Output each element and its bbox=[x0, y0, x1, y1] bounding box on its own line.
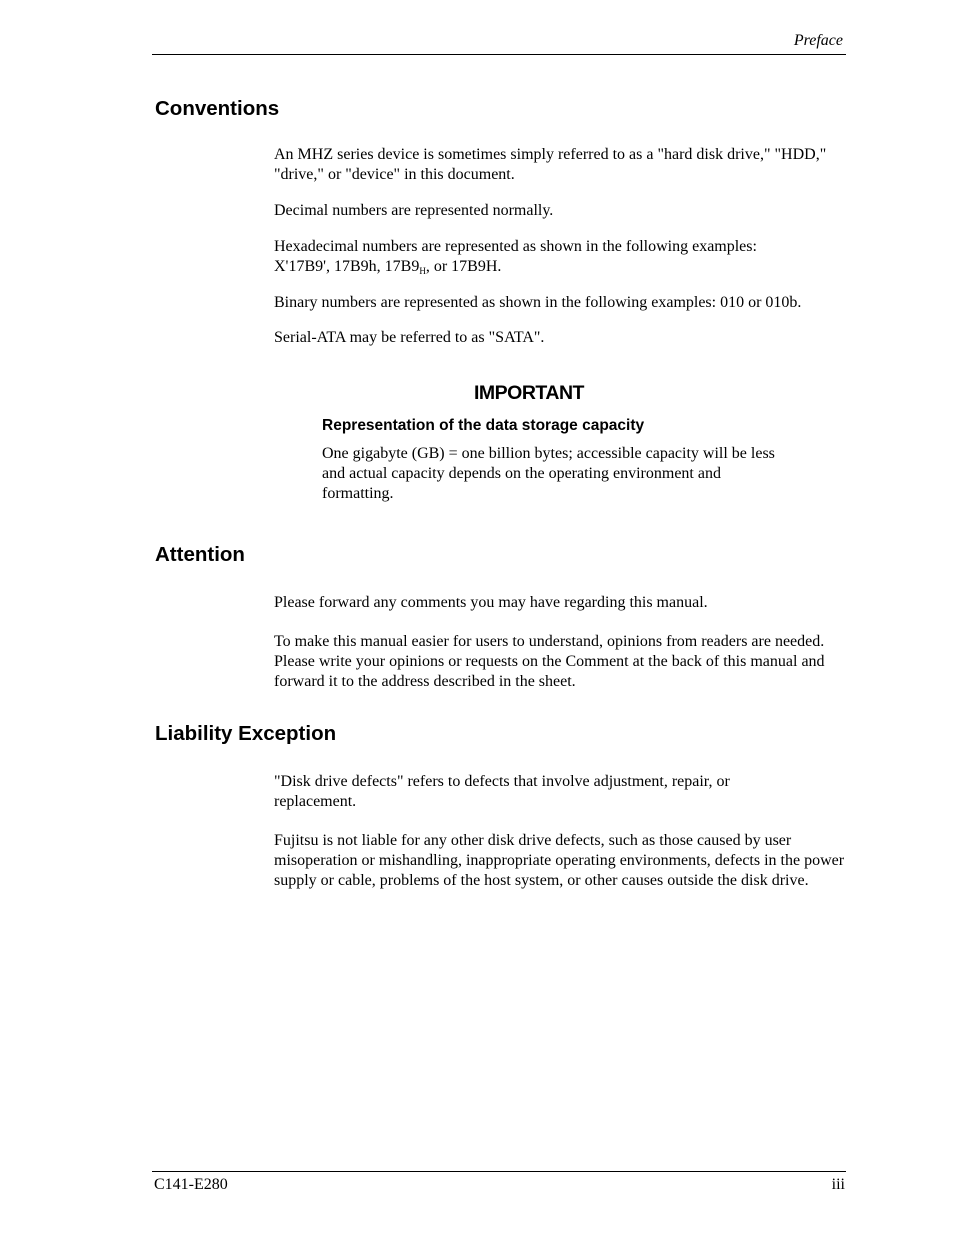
conventions-paragraph-1: An MHZ series device is sometimes simply referred to as a "hard disk drive," "HDD," "drive," or "device" in this document. bbox=[274, 146, 827, 183]
important-subtitle: Representation of the data storage capacity bbox=[322, 417, 645, 434]
document-id: C141-E280 bbox=[154, 1176, 228, 1193]
attention-heading: Attention bbox=[155, 543, 245, 566]
conventions-heading: Conventions bbox=[155, 97, 280, 120]
important-body: One gigabyte (GB) = one billion bytes; accessible capacity will be less and actual capacity depends on the operating environment and formatting. bbox=[322, 445, 775, 502]
liability-paragraph-2: Fujitsu is not liable for any other disk drive defects, such as those caused by user misoperation or mishandling, inappropriate operating environments, defects in the power supply or cable, problems of the host system, or other causes outside the disk drive. bbox=[274, 832, 845, 889]
footer-rule bbox=[152, 1171, 846, 1172]
conventions-paragraph-3 bbox=[274, 237, 804, 277]
liability-paragraph-1: "Disk drive defects" refers to defects that involve adjustment, repair, or replacement. bbox=[274, 773, 730, 810]
attention-paragraph-1: Please forward any comments you may have regarding this manual. bbox=[274, 594, 708, 611]
attention-paragraph-2: To make this manual easier for users to understand, opinions from readers are needed. Please write your opinions or requests on the Comment at the back of this manual and forward it to the address described in the sheet. bbox=[274, 633, 825, 690]
conventions-paragraph-2: Decimal numbers are represented normally. bbox=[274, 202, 554, 219]
running-header: Preface bbox=[793, 32, 843, 49]
liability-heading: Liability Exception bbox=[155, 722, 337, 745]
hex-subscript: H bbox=[419, 266, 426, 276]
header-rule bbox=[152, 54, 846, 55]
hex-text-a: Hexadecimal numbers are represented as shown in the following examples: X'17B9', 17B9h, 17B9 bbox=[274, 238, 757, 275]
important-title: IMPORTANT bbox=[474, 382, 584, 404]
conventions-paragraph-4: Binary numbers are represented as shown in the following examples: 010 or 010b. bbox=[274, 294, 802, 311]
conventions-paragraph-5: Serial-ATA may be referred to as "SATA". bbox=[274, 329, 545, 346]
hex-text-b: , or 17B9H. bbox=[425, 258, 502, 275]
page-number: iii bbox=[831, 1176, 845, 1193]
